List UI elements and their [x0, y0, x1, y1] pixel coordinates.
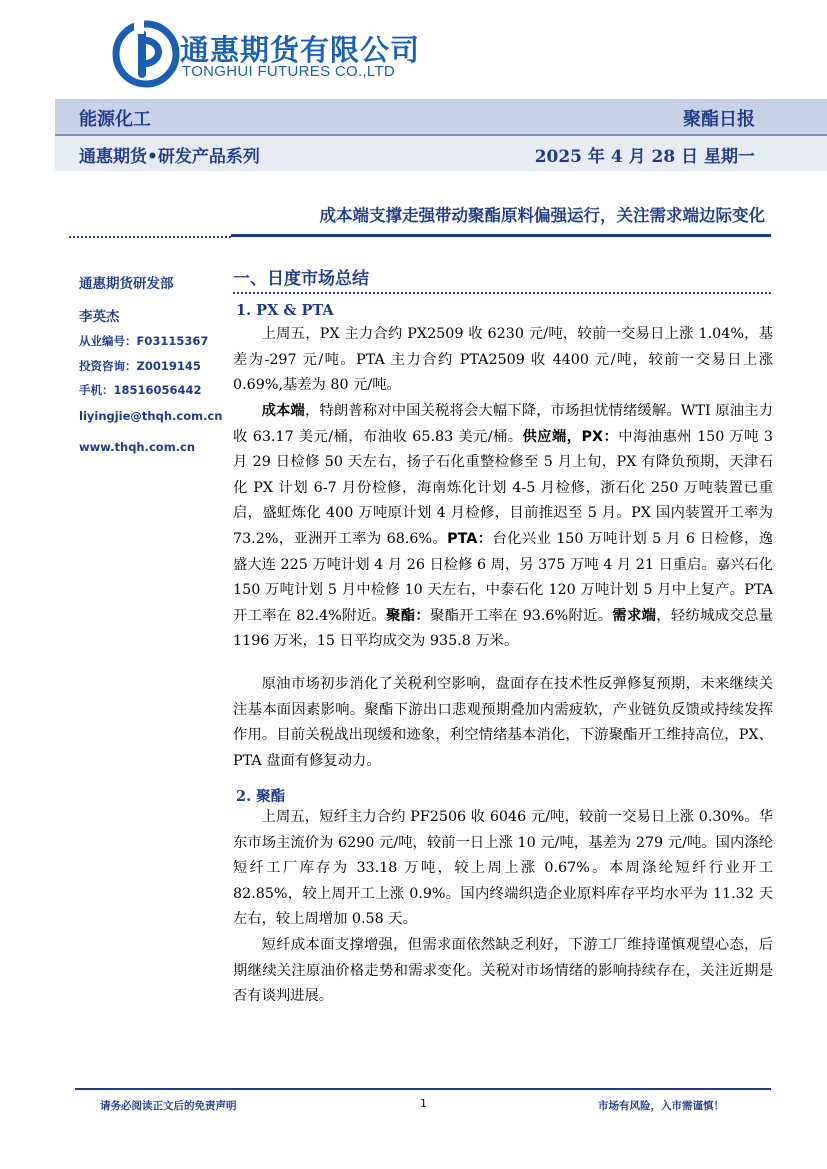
px-pta-paragraph-2: 成本端，特朗普称对中国关税将会大幅下降，市场担忧情绪缓解。WTI 原油主力收 63.17 美元/桶，布油收 65.83 美元/桶。供应端，PX：中海油惠州 150 万吨 3 月 29 日检修 50 天左右，扬子石化重整检修至 5 月上旬，PX 有降负预期，天津石化 PX 计划 6-7 月份检修，海南炼化计划 4-5 月检修，浙石化 250 万吨装置已重启，盛虹炼化 400 万吨原计划 4 月检修，目前推迟至 5 月。PX 国内装置开工率为 73.2%，亚洲开工率为 68.6%。PTA：台化兴业 150 万吨计划 5 月 6 日检修，逸盛大连 225 万吨计划 4 月 26 日检修 6 周，另 375 万吨 4 月 21 日重启。嘉兴石化 150 万吨计划 5 月中检修 10 天左右，中泰石化 120 万吨计划 5 月中上复产。PTA 开工率在 82.4%附近。聚酯：聚酯开工率在 93.6%附近。需求端，轻纺城成交总量 1196 万米，15 日平均成交为 935.8 万米。: [233, 403, 774, 650]
company-logo-icon: [112, 20, 180, 88]
subsection-polyester-title: 2. 聚酯: [236, 788, 286, 805]
sidebar-website[interactable]: www.thqh.com.cn: [79, 440, 196, 454]
report-headline: 成本端支撑走强带动聚酯原料偏强运行，关注需求端边际变化: [319, 206, 765, 225]
subsection-px-pta-title: 1. PX & PTA: [236, 302, 334, 319]
sidebar-analyst: 李英杰: [79, 309, 120, 325]
company-name-cn: 通惠期货有限公司: [180, 33, 421, 67]
headline-dotted-rule: [69, 236, 231, 238]
sidebar-email[interactable]: liyingjie@thqh.com.cn: [79, 409, 223, 423]
report-date: 2025 年 4 月 28 日 星期一: [534, 147, 755, 167]
sidebar-advisory: 投资咨询：Z0019145: [79, 359, 201, 373]
footer-risk-notice: 市场有风险，入市需谨慎！: [598, 1100, 724, 1112]
company-name-en: TONGHUI FUTURES CO.,LTD: [182, 63, 396, 80]
sidebar-license: 从业编号：F03115367: [79, 334, 209, 348]
polyester-paragraph-2: 短纤成本面支撑增强，但需求面依然缺乏利好，下游工厂维持谨慎观望心态，后期继续关注原油价格走势和需求变化。关税对市场情绪的影响持续存在，关注近期是否有谈判进展。: [233, 937, 773, 1005]
report-series: 通惠期货•研发产品系列: [79, 147, 260, 167]
px-pta-paragraph-1: 上周五，PX 主力合约 PX2509 收 6230 元/吨，较前一交易日上涨 1.04%，基差为-297 元/吨。PTA 主力合约 PTA2509 收 4400 元/吨，较前一交易日上涨 0.69%,基差为 80 元/吨。: [233, 326, 773, 394]
page-number: 1: [420, 1097, 427, 1110]
footer-disclaimer-link[interactable]: 请务必阅读正文后的免责声明: [100, 1100, 237, 1112]
report-category: 能源化工: [79, 109, 151, 130]
section-dotted-rule: [233, 292, 771, 294]
px-pta-paragraph-3: 原油市场初步消化了关税利空影响，盘面存在技术性反弹修复预期，未来继续关注基本面因素影响。聚酯下游出口悲观预期叠加内需疲软，产业链负反馈或持续发挥作用。目前关税战出现缓和迹象，利空情绪基本消化，下游聚酯开工维持高位，PX、PTA 盘面有修复动力。: [233, 676, 773, 769]
sidebar-department: 通惠期货研发部: [79, 276, 174, 292]
headline-underline: [231, 234, 771, 237]
polyester-paragraph-1: 上周五，短纤主力合约 PF2506 收 6046 元/吨，较前一交易日上涨 0.30%。华东市场主流价为 6290 元/吨，较前一日上涨 10 元/吨，基差为 279 元/吨。国内涤纶短纤工厂库存为 33.18 万吨，较上周上涨 0.67%。本周涤纶短纤行业开工 82.85%，较上周开工上涨 0.9%。国内终端织造企业原料库存平均水平为 11.32 天左右，较上周增加 0.58 天。: [233, 809, 773, 928]
report-type: 聚酯日报: [683, 109, 755, 130]
footer-rule: [75, 1088, 771, 1090]
header-divider: [55, 134, 827, 136]
section-title: 一、日度市场总结: [233, 269, 369, 289]
sidebar-phone: 手机：18516056442: [79, 383, 202, 397]
